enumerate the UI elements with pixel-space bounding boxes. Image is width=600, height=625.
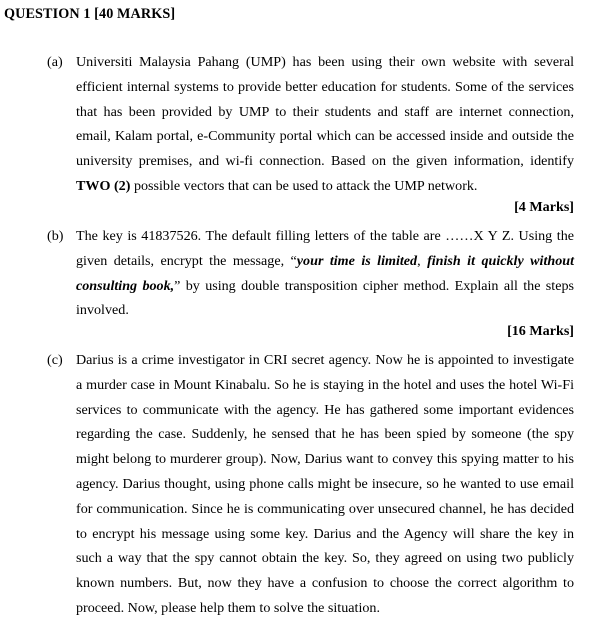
question-b-message-part-1: your time is limited: [296, 252, 418, 269]
question-a-label: (a): [47, 54, 63, 70]
question-b-text-part-1: The key is 41837526. The default filling letters of the table are ……X Y Z. Using the given details, encrypt the message, “: [76, 228, 574, 269]
question-a-text: [76, 50, 574, 199]
question-b-message-part-2: finish it quickly without consulting book,: [76, 252, 575, 294]
question-a: [47, 50, 574, 199]
question-a-text-part-2: possible vectors that can be used to attack the UMP network.: [130, 177, 478, 194]
question-b: [47, 224, 574, 323]
question-heading: QUESTION 1 [40 MARKS]: [4, 6, 176, 22]
question-c-text-body: Darius is a crime investigator in CRI secret agency. Now he is appointed to investigate a murder case in Mount Kinabalu. So he is staying in the hotel and uses the hotel Wi-Fi services to communicate with the agency. He has gathered some important evidences regarding the case. Suddenly, he sensed that he has been spied by someone (the spy might belong to murderer group). Now, Darius want to convey this spying matter to his agency. Darius thought, using phone calls might be insecure, so he wanted to use email for communication. Since he is communicating over unsecured channel, he has decided to encrypt his message using some key. Darius and the Agency will share the key in such a way that the spy cannot obtain the key. So, they agreed on using two publicly known numbers. But, now they have a confusion to choose the correct algorithm to proceed. Now, please help them to solve the situation.: [76, 352, 574, 616]
question-a-text-part-1: Universiti Malaysia Pahang (UMP) has been using their own website with several efficient internal systems to provide better education for students. Some of the services that has been provided by UMP to their students and staff are internet connection, email, Kalam portal, e-Community portal which can be accessed inside and outside the university premises, and wi-fi connection. Based on the given information, identify: [76, 54, 574, 170]
question-c: [47, 348, 574, 621]
question-b-comma: ,: [417, 252, 428, 269]
question-a-marks: [4 Marks]: [514, 199, 574, 215]
question-c-text: [76, 348, 574, 621]
question-a-emphasis: TWO (2): [76, 177, 131, 194]
question-c-label: (c): [47, 352, 63, 368]
question-b-label: (b): [47, 228, 64, 244]
question-b-text-part-2: ” by using double transposition cipher method. Explain all the steps involved.: [76, 277, 574, 319]
question-b-marks: [16 Marks]: [507, 323, 574, 339]
question-b-text: [76, 224, 574, 323]
